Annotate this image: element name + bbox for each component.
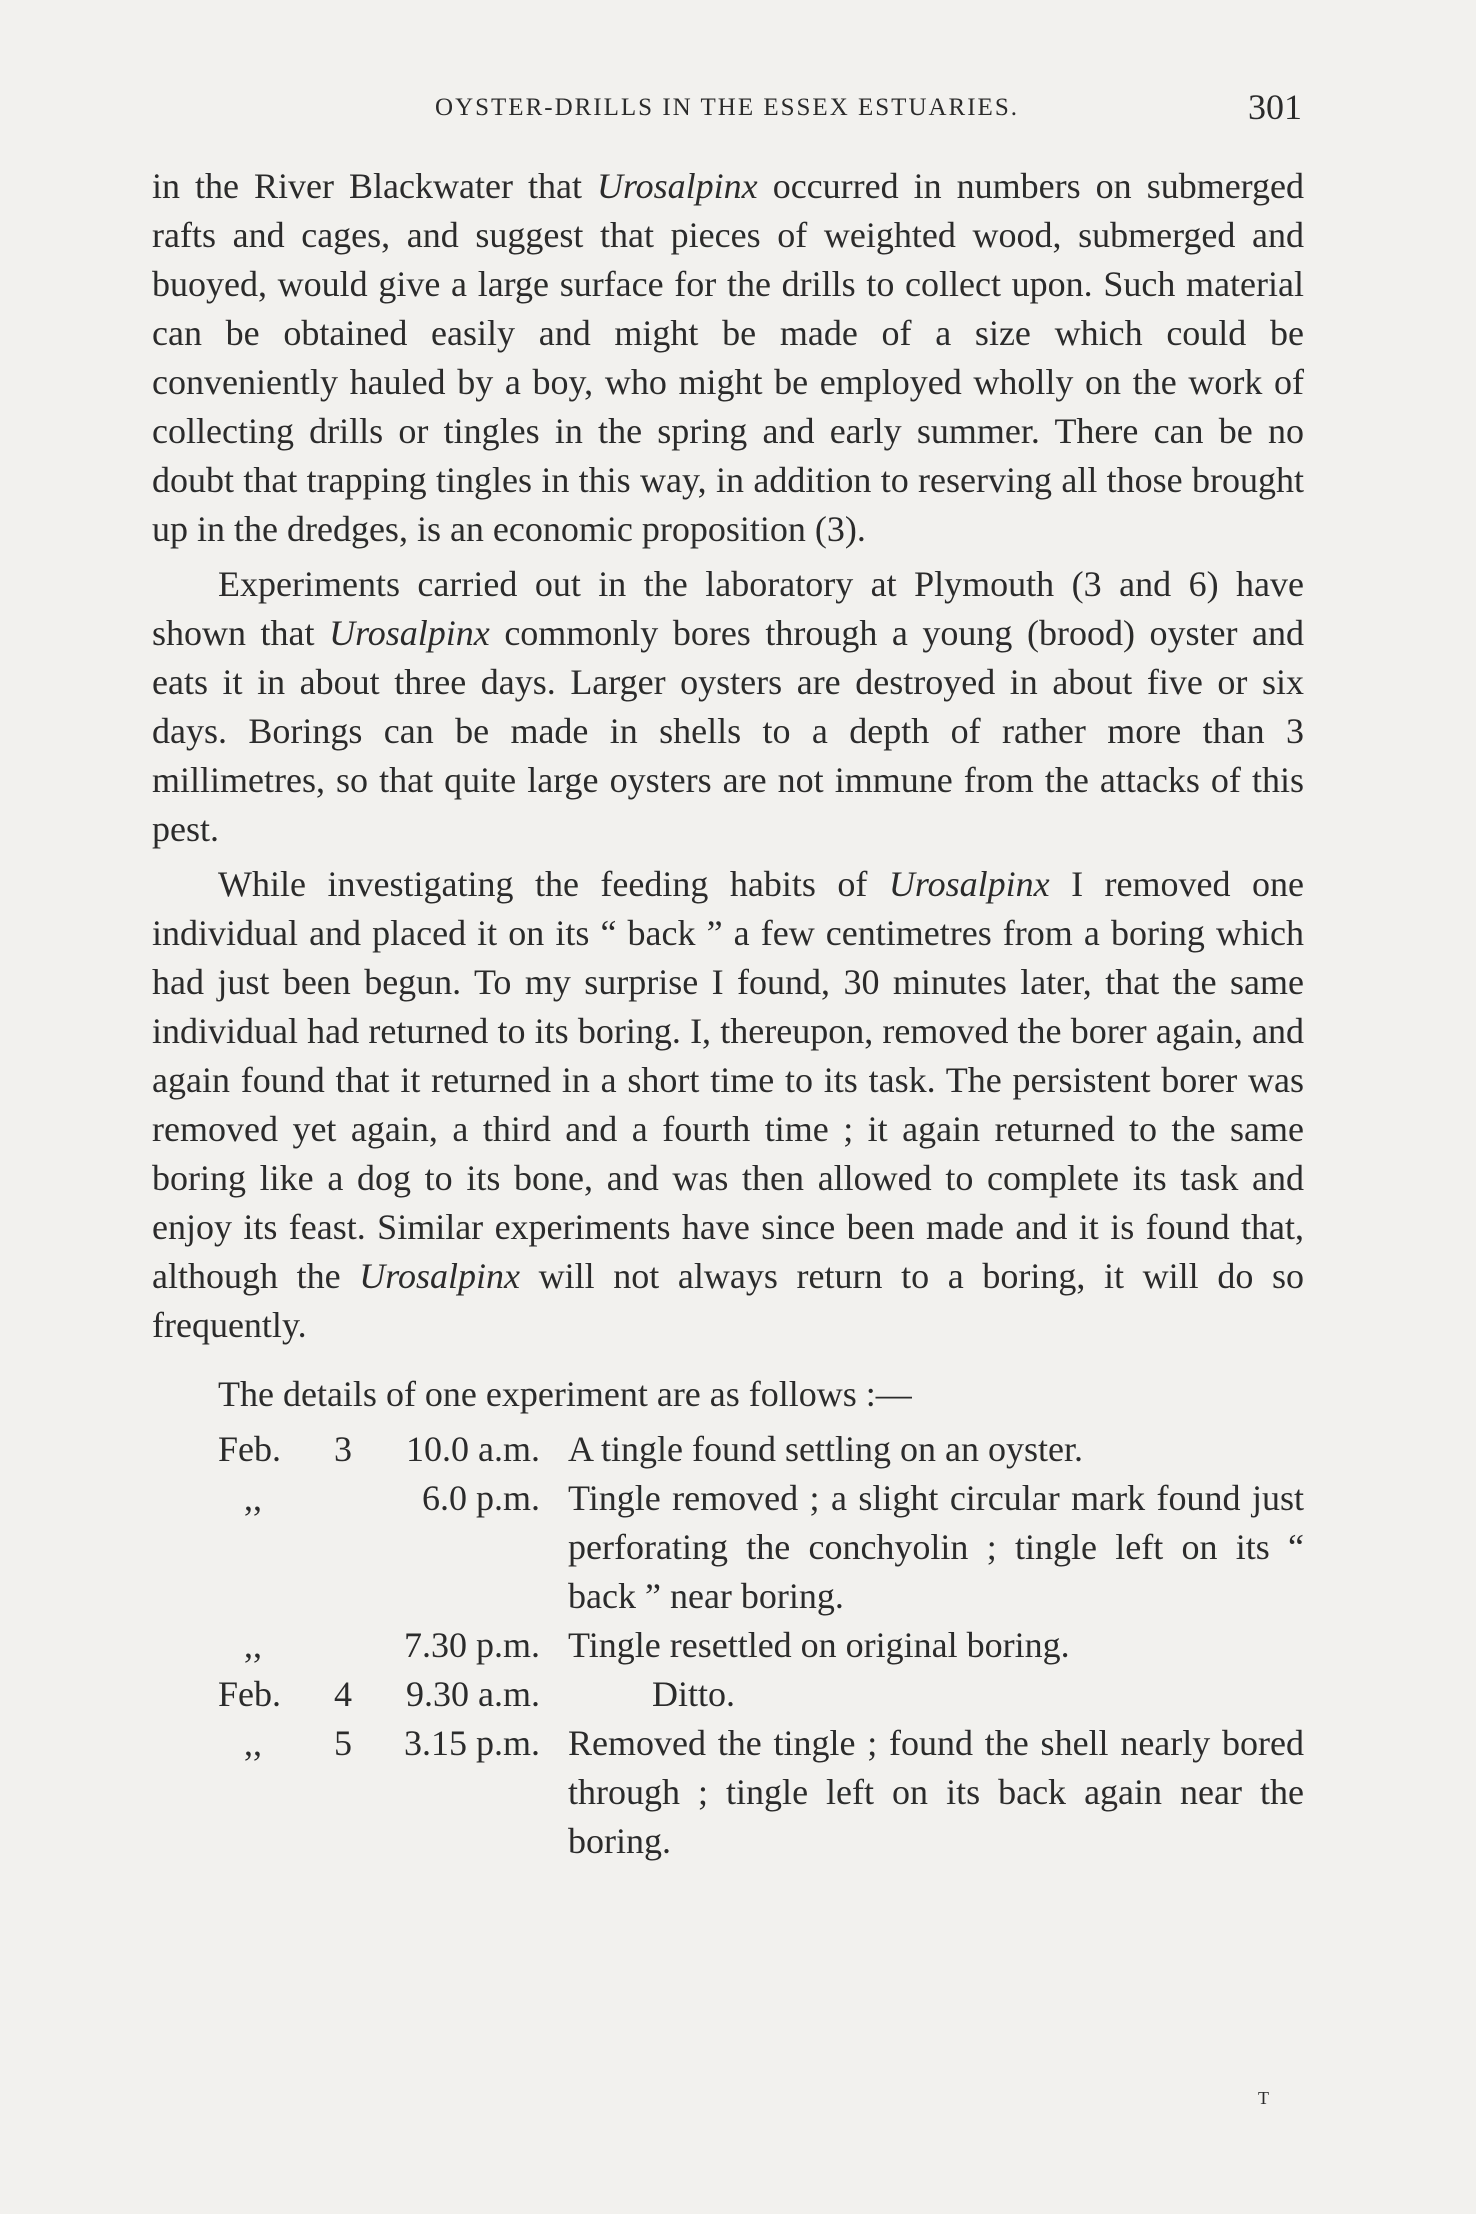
experiment-row: [218, 1474, 1304, 1621]
species-name: Urosalpinx: [359, 1256, 520, 1296]
paragraph-1-text-b: occurred in numbers on submerged rafts and cages, and suggest that pieces of weighted wood, submerged and buoyed, would give a large surface for the drills to collect upon. Such material can be obtained easily and might be made of a size which could be conveniently hauled by a boy, who might be employed wholly on the work of collecting drills or tingles in the spring and early summer. There can be no doubt that trapping tingles in this way, in addition to reserving all those brought up in the dredges, is an economic proposition (3).: [152, 166, 1304, 549]
experiment-row: [218, 1719, 1304, 1866]
species-name: Urosalpinx: [888, 864, 1050, 904]
body-text: [152, 162, 1304, 1866]
row-day: [334, 1621, 372, 1670]
row-time: 10.0 a.m.: [406, 1429, 541, 1469]
row-month: Feb.: [218, 1674, 281, 1714]
paragraph-2-text-b: commonly bores through a young (brood) oyster and eats it in about three days. Larger oysters are destroyed in about five or six days. Borings can be made in shells to a depth of rather more than 3 millimetres, so that quite large oysters are not immune from the attacks of this pest.: [152, 613, 1304, 849]
row-event: Ditto.: [652, 1674, 736, 1714]
running-head: [152, 86, 1302, 130]
experiment-row: [218, 1621, 1304, 1670]
row-event: A tingle found settling on an oyster.: [568, 1429, 1083, 1469]
experiment-row: [218, 1425, 1304, 1474]
species-name: Urosalpinx: [329, 613, 490, 653]
signature-mark: T: [1258, 2088, 1270, 2108]
row-event: Tingle resettled on original boring.: [568, 1625, 1070, 1665]
row-day: 4: [334, 1674, 353, 1714]
row-time: 6.0 p.m.: [422, 1478, 541, 1518]
row-day: [334, 1474, 372, 1621]
row-day: 3: [334, 1429, 353, 1469]
experiment-table: [218, 1425, 1304, 1866]
row-time: 7.30 p.m.: [404, 1625, 541, 1665]
paragraph-3-text-a: While investigating the feeding habits of: [218, 864, 889, 904]
species-name: Urosalpinx: [597, 166, 758, 206]
paragraph-3: [152, 860, 1304, 1350]
running-title: OYSTER-DRILLS IN THE ESSEX ESTUARIES.: [435, 94, 1019, 121]
row-month: ,,: [244, 1625, 262, 1665]
row-time: 9.30 a.m.: [406, 1674, 541, 1714]
paragraph-1: [152, 162, 1304, 554]
row-event: Tingle removed ; a slight circular mark found just perforating the conchyolin ; tingle left on its “ back ” near boring.: [568, 1478, 1304, 1616]
row-month: Feb.: [218, 1429, 281, 1469]
experiment-row: [218, 1670, 1304, 1719]
paragraph-2: [152, 560, 1304, 854]
row-day: 5: [334, 1723, 353, 1763]
paragraph-3-text-b: I removed one individual and placed it on its “ back ” a few centimetres from a boring which had just been begun. To my surprise I found, 30 minutes later, that the same individual had returned to its boring. I, thereupon, removed the borer again, and again found that it returned in a short time to its task. The persistent borer was removed yet again, a third and a fourth time ; it again returned to the same boring like a dog to its bone, and was then allowed to complete its task and enjoy its feast. Similar experiments have since been made and it is found that, although the: [152, 864, 1304, 1296]
page-number: 301: [1248, 87, 1302, 127]
paragraph-4: The details of one experiment are as follows :—: [218, 1374, 912, 1414]
row-event: Removed the tingle ; found the shell nearly bored through ; tingle left on its back again near the boring.: [568, 1723, 1304, 1861]
paragraph-1-text-a: in the River Blackwater that: [152, 166, 597, 206]
row-time: 3.15 p.m.: [404, 1723, 541, 1763]
paragraph-3-text-c: will not always return to a boring, it will do so frequently.: [152, 1256, 1304, 1345]
row-month: ,,: [244, 1478, 262, 1518]
paragraph-2-text-a: Experiments carried out in the laboratory at Plymouth (3 and 6) have shown that: [152, 564, 1304, 653]
row-month: ,,: [244, 1723, 262, 1763]
